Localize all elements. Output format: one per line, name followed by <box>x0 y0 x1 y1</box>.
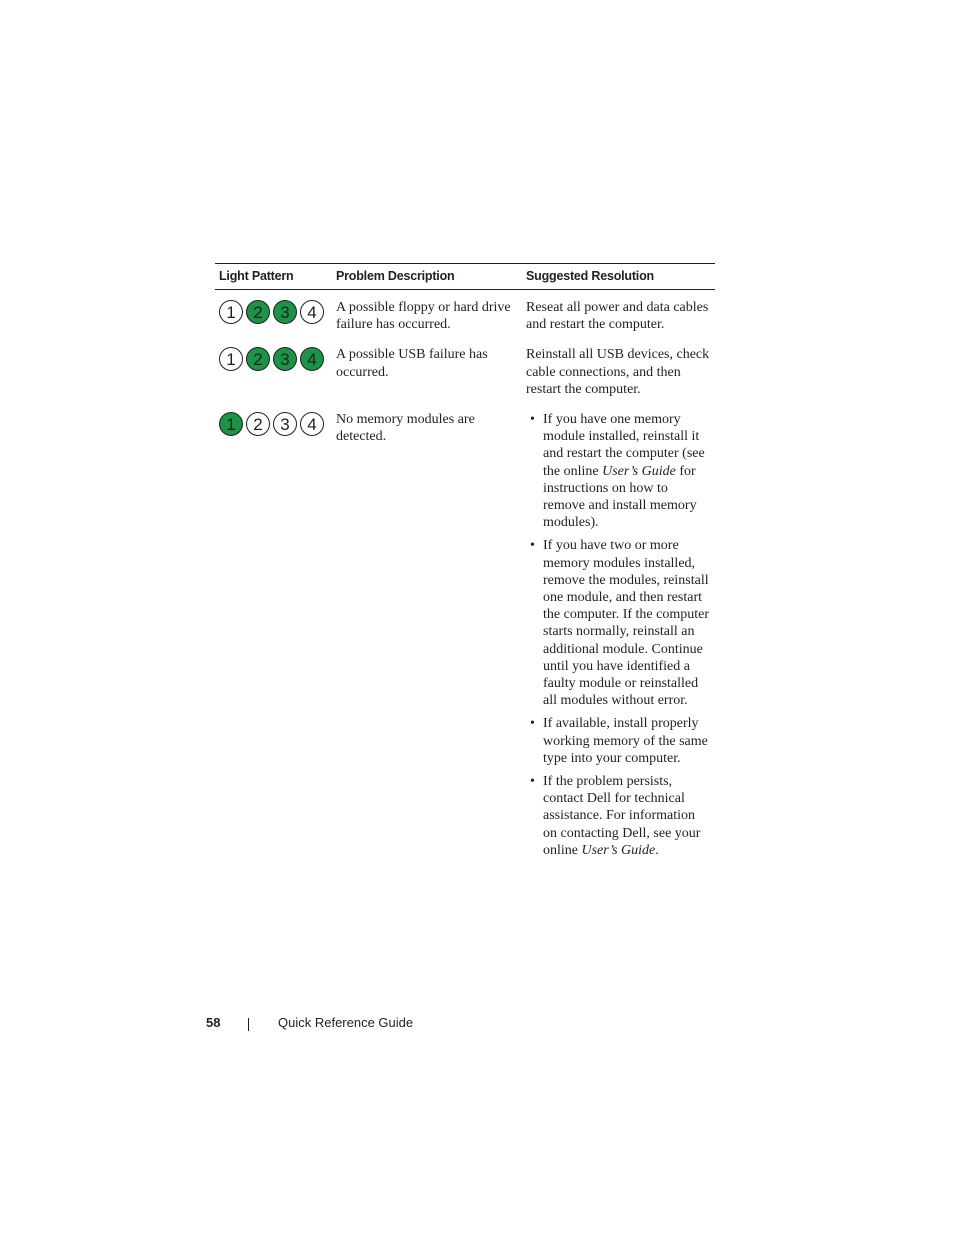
table-header-row <box>215 264 715 290</box>
light-pattern <box>219 299 328 324</box>
step-text: If the problem persists, contact Dell for technical assistance. For information on contacting Dell, see your online <box>543 774 701 858</box>
header-light-pattern: Light Pattern <box>219 269 294 283</box>
diagnostic-light-3: 3 <box>273 347 297 371</box>
resolution-steps-list <box>526 411 711 859</box>
step-text: If available, install properly working memory of the same type into your computer. <box>543 716 708 766</box>
problem-description: No memory modules are detected. <box>336 412 475 445</box>
guide-title: User’s Guide <box>581 842 656 858</box>
header-problem-description: Problem Description <box>336 269 455 283</box>
suggested-resolution <box>522 411 715 878</box>
page-number: 58 <box>206 1015 221 1030</box>
footer-title: Quick Reference Guide <box>278 1015 414 1030</box>
step-text: If you have one memory module installed, reinstall it and restart the computer (see the online <box>543 412 705 479</box>
light-pattern-cell <box>215 346 332 411</box>
diagnostic-light-2: 2 <box>246 347 270 371</box>
list-item <box>526 411 711 531</box>
bullet-icon: • <box>530 538 535 554</box>
light-pattern-cell <box>215 411 332 878</box>
light-pattern-cell <box>215 290 332 347</box>
diagnostic-light-3: 3 <box>273 300 297 324</box>
bullet-icon: • <box>530 716 535 732</box>
suggested-resolution: Reinstall all USB devices, check cable connections, and then restart the computer. <box>526 347 710 397</box>
diagnostic-light-2: 2 <box>246 412 270 436</box>
bullet-icon: • <box>530 774 535 790</box>
step-text: If you have two or more memory modules installed, remove the modules, reinstall one module, and then restart the computer. If the computer starts normally, reinstall an additional module. Continue until you have identified a faulty module or reinstalled all modules without error. <box>543 538 709 709</box>
list-item <box>526 715 711 767</box>
diagnostic-light-4: 4 <box>300 412 324 436</box>
step-text-end: for instructions on how to remove and install memory modules). <box>543 463 697 531</box>
problem-description: A possible USB failure has occurred. <box>336 347 488 380</box>
bullet-icon: • <box>530 412 535 428</box>
problem-description: A possible floppy or hard drive failure has occurred. <box>336 300 511 333</box>
diagnostic-light-3: 3 <box>273 412 297 436</box>
diagnostic-light-1: 1 <box>219 300 243 324</box>
header-suggested-resolution: Suggested Resolution <box>526 269 654 283</box>
light-pattern <box>219 346 328 371</box>
diagnostic-light-4: 4 <box>300 347 324 371</box>
diagnostic-light-4: 4 <box>300 300 324 324</box>
table-row <box>215 346 715 411</box>
suggested-resolution: Reseat all power and data cables and restart the computer. <box>526 300 709 333</box>
list-item <box>526 773 711 859</box>
table-row <box>215 411 715 878</box>
footer-divider <box>248 1018 249 1031</box>
diagnostic-light-2: 2 <box>246 300 270 324</box>
page-footer <box>0 1015 954 1035</box>
diagnostic-light-1: 1 <box>219 347 243 371</box>
list-item <box>526 537 711 709</box>
light-pattern <box>219 411 328 436</box>
guide-title: User’s Guide <box>602 463 676 479</box>
diagnostic-lights-table <box>215 263 715 878</box>
step-text-end: . <box>655 842 659 858</box>
table-row <box>215 290 715 347</box>
diagnostic-light-1: 1 <box>219 412 243 436</box>
